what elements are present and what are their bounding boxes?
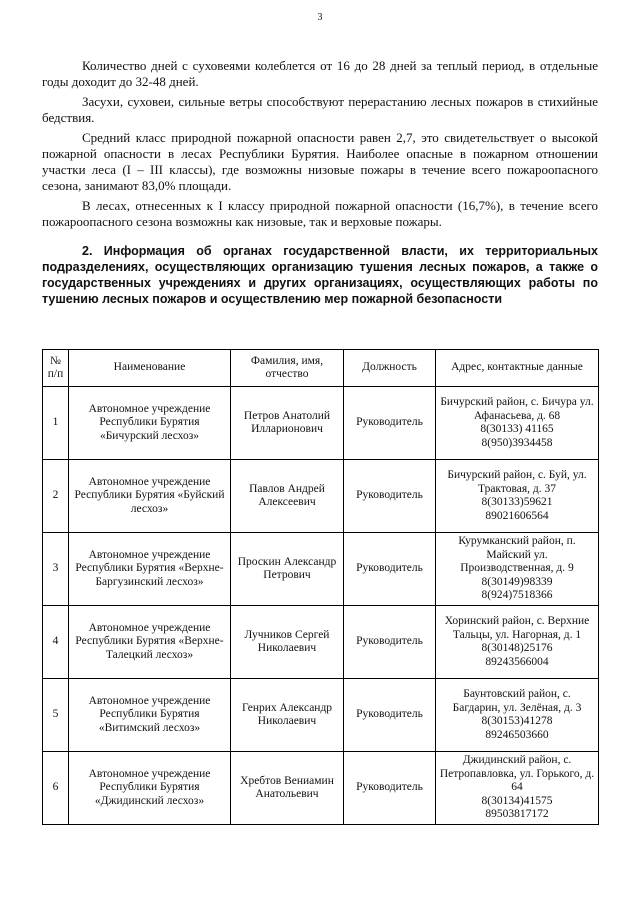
- org-name: Автономное учреждение Республики Бурятия «Джидинский лесхоз»: [69, 752, 231, 825]
- address-cell: [436, 752, 599, 825]
- address: Курумканский район, п. Майский ул. Производственная, д. 9: [458, 535, 576, 575]
- header-num: № п/п: [43, 350, 69, 387]
- person-name: Генрих Александр Николаевич: [231, 679, 344, 752]
- section-heading: 2. Информация об органах государственной власти, их территориальных подразделениях, осуществляющих организацию тушения лесных пожаров, а также о государственных учреждениях и других организациях, осуществляющих работы по тушению лесных пожаров и осуществлению мер пожарной безопасности: [42, 244, 598, 306]
- org-name: Автономное учреждение Республики Бурятия «Витимский лесхоз»: [69, 679, 231, 752]
- paragraph: Количество дней с суховеями колеблется от 16 до 28 дней за теплый период, в отдельные годы доходит до 32-48 дней.: [42, 58, 598, 89]
- phone: 89503817172: [485, 808, 549, 821]
- page-number: 3: [317, 12, 323, 23]
- position: Руководитель: [344, 679, 436, 752]
- row-num: 1: [43, 387, 69, 460]
- row-num: 5: [43, 679, 69, 752]
- org-name: Автономное учреждение Республики Бурятия «Верхне-Баргузинский лесхоз»: [69, 533, 231, 606]
- row-num: 6: [43, 752, 69, 825]
- body-text: [42, 58, 598, 234]
- org-name: Автономное учреждение Республики Бурятия «Верхне-Талецкий лесхоз»: [69, 606, 231, 679]
- row-num: 3: [43, 533, 69, 606]
- position: Руководитель: [344, 460, 436, 533]
- address-cell: [436, 606, 599, 679]
- row-num: 4: [43, 606, 69, 679]
- person-name: Хребтов Вениамин Анатольевич: [231, 752, 344, 825]
- header-position: Должность: [344, 350, 436, 387]
- org-name: Автономное учреждение Республики Бурятия «Буйский лесхоз»: [69, 460, 231, 533]
- phone: 8(30149)98339: [481, 575, 553, 588]
- table-row: [43, 460, 599, 533]
- position: Руководитель: [344, 533, 436, 606]
- phone: 8(950)3934458: [481, 436, 553, 449]
- person-name: Лучников Сергей Николаевич: [231, 606, 344, 679]
- address: Бичурский район, с. Буй, ул. Трактовая, д. 37: [447, 469, 587, 495]
- header-address: Адрес, контактные данные: [436, 350, 599, 387]
- address: Бичурский район, с. Бичура ул. Афанасьева, д. 68: [440, 396, 594, 422]
- header-name: Наименование: [69, 350, 231, 387]
- row-num: 2: [43, 460, 69, 533]
- paragraph: В лесах, отнесенных к I классу природной пожарной опасности (16,7%), в течение всего пожароопасного сезона возможны как низовые, так и верховые пожары.: [42, 198, 598, 229]
- address-cell: [436, 533, 599, 606]
- table-row: [43, 752, 599, 825]
- position: Руководитель: [344, 387, 436, 460]
- person-name: Павлов Андрей Алексеевич: [231, 460, 344, 533]
- header-person: Фамилия, имя, отчество: [231, 350, 344, 387]
- address: Баунтовский район, с. Багдарин, ул. Зелёная, д. 3: [452, 688, 582, 714]
- org-name: Автономное учреждение Республики Бурятия «Бичурский лесхоз»: [69, 387, 231, 460]
- phone: 8(924)7518366: [481, 589, 553, 602]
- phone: 8(30148)25176: [481, 642, 553, 654]
- table-row: [43, 679, 599, 752]
- table-row: [43, 533, 599, 606]
- table-header-row: [43, 350, 599, 387]
- phone: 89246503660: [485, 728, 549, 741]
- position: Руководитель: [344, 752, 436, 825]
- paragraph: Средний класс природной пожарной опасности равен 2,7, это свидетельствует о высокой пожарной опасности в лесах Республики Бурятия. Наиболее опасные в пожарном отношении участки леса (I – III классы), где возможны низовые пожары в течение всего пожароопасного сезона, занимают 83,0% площади.: [42, 130, 598, 193]
- address-cell: [436, 460, 599, 533]
- table-row: [43, 387, 599, 460]
- person-name: Проскин Александр Петрович: [231, 533, 344, 606]
- phone: 89021606564: [485, 509, 549, 522]
- phone: 8(30133) 41165: [480, 423, 554, 435]
- table-row: [43, 606, 599, 679]
- organizations-table: [42, 349, 599, 825]
- phone: 89243566004: [485, 655, 549, 668]
- address: Джидинский район, с. Петропавловка, ул. Горького, д. 64: [439, 754, 595, 794]
- phone: 8(30134)41575: [481, 794, 553, 807]
- address-cell: [436, 679, 599, 752]
- phone: 8(30133)59621: [481, 496, 553, 508]
- paragraph: Засухи, суховеи, сильные ветры способствуют перерастанию лесных пожаров в стихийные бедствия.: [42, 94, 598, 125]
- position: Руководитель: [344, 606, 436, 679]
- address-cell: [436, 387, 599, 460]
- phone: 8(30153)41278: [481, 715, 553, 727]
- person-name: Петров Анатолий Илларионович: [231, 387, 344, 460]
- address: Хоринский район, с. Верхние Тальцы, ул. Нагорная, д. 1: [444, 615, 590, 641]
